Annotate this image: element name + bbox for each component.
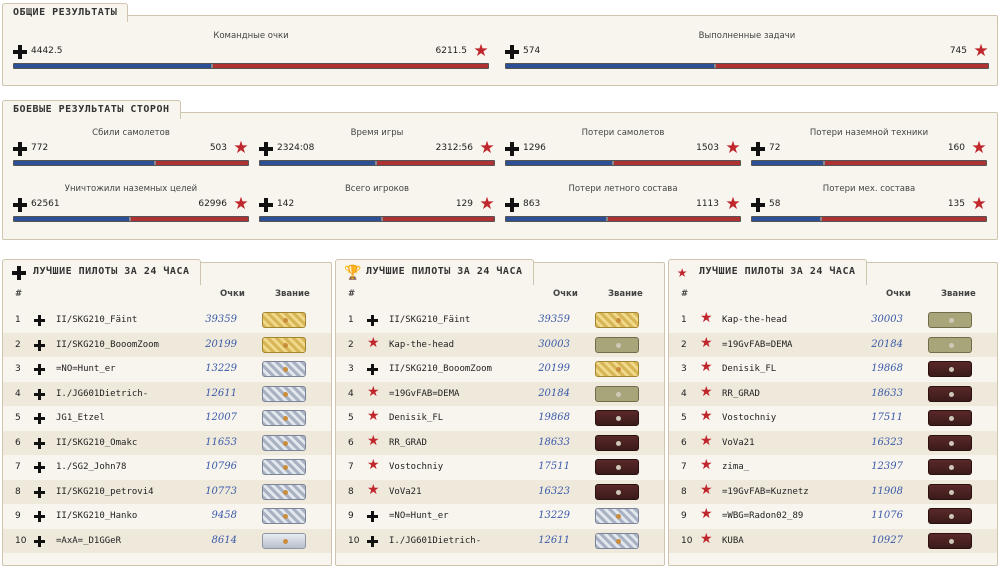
table-row[interactable]: [669, 504, 997, 529]
pilot-score: 20199: [538, 363, 570, 374]
table-row[interactable]: [669, 480, 997, 505]
pilot-name-link[interactable]: RR_GRAD: [722, 388, 760, 399]
table-row[interactable]: [3, 455, 331, 480]
row-number: 9: [15, 511, 21, 521]
axis-value: 574: [523, 46, 541, 56]
red-star-icon: ★: [367, 457, 380, 473]
table-row[interactable]: [3, 357, 331, 382]
iron-cross-icon: [367, 511, 378, 522]
pilot-name-link[interactable]: =WBG=Radon02_89: [722, 511, 804, 521]
col-score-header: Очки: [220, 289, 245, 299]
rank-insignia-icon: [262, 484, 306, 500]
red-star-icon: ★: [677, 262, 688, 282]
iron-cross-icon: [505, 45, 519, 59]
rank-insignia-icon: [928, 361, 972, 377]
pilot-score: 10796: [205, 461, 237, 472]
pilot-score: 30003: [538, 338, 570, 350]
row-number: 8: [681, 486, 687, 497]
pilot-name-link[interactable]: KUBA: [722, 535, 744, 546]
pilot-name-link[interactable]: =NO=Hunt_er: [56, 364, 116, 374]
rank-insignia-icon: [928, 508, 972, 524]
rank-insignia-icon: [928, 410, 972, 426]
row-number: 7: [681, 462, 687, 472]
pilot-name-link[interactable]: =19GvFAB=DEMA: [389, 388, 460, 399]
table-row[interactable]: [336, 382, 664, 407]
iron-cross-icon: [34, 364, 45, 375]
stat-block: [505, 31, 989, 75]
row-number: 8: [348, 486, 354, 497]
iron-cross-icon: [505, 142, 519, 156]
stat-title: Всего игроков: [344, 184, 410, 194]
pilot-score: 12007: [205, 412, 237, 423]
leaderboard-title: ЛУЧШИЕ ПИЛОТЫ ЗА 24 ЧАСА: [33, 266, 190, 277]
rank-insignia-icon: [262, 435, 306, 451]
row-number: 2: [681, 339, 687, 350]
iron-cross-icon: [367, 315, 378, 326]
rank-insignia-icon: [595, 484, 639, 500]
table-row[interactable]: [669, 333, 997, 358]
leaderboard-panel: [668, 262, 998, 566]
pilot-name-link[interactable]: II/SKG210_Hanko: [56, 511, 138, 521]
ratio-bar: [259, 160, 495, 166]
red-star-icon: ★: [971, 194, 987, 214]
table-row[interactable]: [3, 333, 331, 358]
col-num-header: #: [15, 289, 23, 299]
row-number: 10: [681, 535, 693, 546]
row-number: 8: [15, 486, 21, 497]
ratio-bar: [13, 160, 249, 166]
pilot-name-link[interactable]: Denisik_FL: [722, 364, 777, 374]
red-star-icon: ★: [700, 481, 713, 498]
red-star-icon: ★: [700, 530, 713, 547]
iron-cross-icon: [34, 511, 45, 522]
rank-insignia-icon: [928, 459, 972, 475]
rank-insignia-icon: [595, 435, 639, 451]
iron-cross-icon: [505, 198, 519, 212]
pilot-score: 8614: [211, 534, 237, 546]
iron-cross-icon: [13, 142, 27, 156]
pilot-score: 13229: [205, 363, 237, 374]
rank-insignia-icon: [262, 361, 306, 377]
overall-results-tab: ОБЩИЕ РЕЗУЛЬТАТЫ: [2, 3, 128, 22]
pilot-score: 20184: [538, 387, 570, 399]
table-row[interactable]: [669, 382, 997, 407]
iron-cross-icon: [34, 462, 45, 473]
iron-cross-icon: [34, 536, 45, 547]
stat-values: [13, 138, 249, 158]
stat-values: [259, 138, 495, 158]
pilot-score: 12611: [205, 387, 237, 399]
table-row[interactable]: [669, 431, 997, 456]
pilot-score: 19868: [871, 363, 903, 374]
table-row[interactable]: [336, 308, 664, 333]
red-star-icon: ★: [971, 138, 987, 158]
pilot-name-link[interactable]: =19GvFAB=Kuznetz: [722, 486, 809, 497]
col-num-header: #: [681, 289, 689, 299]
rank-insignia-icon: [595, 508, 639, 524]
row-number: 2: [15, 339, 21, 350]
red-star-icon: ★: [700, 310, 713, 326]
red-star-icon: ★: [233, 138, 249, 158]
rank-insignia-icon: [262, 312, 306, 328]
rank-insignia-icon: [595, 312, 639, 328]
allies-value: 745: [949, 46, 967, 56]
pilot-name-link[interactable]: I./JG601Dietrich-: [389, 535, 482, 546]
pilot-score: 39359: [538, 314, 570, 325]
rank-insignia-icon: [595, 386, 639, 402]
pilot-name-link[interactable]: II/SKG210_BooomZoom: [56, 339, 159, 350]
row-number: 10: [348, 535, 360, 546]
table-row[interactable]: [336, 406, 664, 431]
iron-cross-icon: [34, 413, 45, 424]
row-number: 1: [15, 315, 21, 325]
stat-values: [505, 194, 741, 214]
ratio-bar: [505, 160, 741, 166]
pilot-score: 30003: [871, 314, 903, 325]
pilot-score: 17511: [871, 412, 903, 423]
red-star-icon: ★: [700, 506, 713, 522]
red-star-icon: ★: [367, 432, 380, 449]
red-star-icon: ★: [700, 408, 713, 424]
row-number: 6: [15, 437, 21, 448]
pilot-name-link[interactable]: RR_GRAD: [389, 437, 427, 448]
table-row[interactable]: [3, 406, 331, 431]
red-star-icon: ★: [700, 432, 713, 449]
red-star-icon: ★: [479, 194, 495, 214]
row-number: 5: [681, 413, 687, 423]
ratio-bar-fill: [260, 217, 383, 221]
table-row[interactable]: [336, 504, 664, 529]
table-row[interactable]: [336, 357, 664, 382]
stat-values: [259, 194, 495, 214]
pilot-score: 16323: [871, 436, 903, 448]
ratio-bar: [505, 216, 741, 222]
table-row[interactable]: [336, 480, 664, 505]
stat-title: Потери летного состава: [568, 184, 678, 194]
pilot-score: 10773: [205, 485, 237, 497]
pilot-score: 19868: [538, 412, 570, 423]
table-row[interactable]: [336, 529, 664, 554]
allies-value: 1113: [696, 199, 719, 209]
axis-value: 772: [31, 143, 49, 153]
stat-block: [13, 128, 249, 172]
stat-block: [13, 31, 489, 75]
stat-values: [13, 194, 249, 214]
table-row[interactable]: [3, 431, 331, 456]
leaderboard-header: [336, 284, 664, 304]
red-star-icon: ★: [973, 41, 989, 61]
stat-values: [751, 194, 987, 214]
rank-insignia-icon: [262, 386, 306, 402]
rank-insignia-icon: [928, 386, 972, 402]
leaderboard-panel: [2, 262, 332, 566]
table-row[interactable]: [3, 529, 331, 554]
pilot-name-link[interactable]: II/SKG210_Fäint: [389, 315, 471, 325]
axis-value: 1296: [523, 143, 546, 153]
row-number: 4: [15, 388, 21, 399]
pilot-score: 10927: [871, 534, 903, 546]
allies-value: 1503: [696, 143, 719, 153]
row-number: 5: [15, 413, 21, 423]
pilot-name-link[interactable]: II/SKG210_BooomZoom: [389, 364, 492, 374]
iron-cross-icon: [259, 198, 273, 212]
overall-results-panel: [2, 7, 998, 86]
ratio-bar-fill: [14, 64, 213, 68]
stat-values: [505, 41, 989, 61]
table-row[interactable]: [669, 529, 997, 554]
allies-value: 62996: [198, 199, 227, 209]
table-row[interactable]: [669, 455, 997, 480]
ratio-bar: [751, 160, 987, 166]
pilot-score: 20199: [205, 338, 237, 350]
row-number: 3: [348, 364, 354, 374]
red-star-icon: ★: [479, 138, 495, 158]
pilot-score: 9458: [211, 510, 237, 521]
stat-values: [505, 138, 741, 158]
table-row[interactable]: [669, 406, 997, 431]
pilot-name-link[interactable]: II/SKG210_Fäint: [56, 315, 138, 325]
trophy-icon: 🏆: [344, 265, 362, 281]
col-num-header: #: [348, 289, 356, 299]
stat-title: Выполненные задачи: [698, 31, 796, 41]
ratio-bar: [13, 63, 489, 69]
pilot-score: 18633: [538, 436, 570, 448]
red-star-icon: ★: [367, 334, 380, 351]
pilot-name-link[interactable]: Kap-the-head: [722, 315, 788, 325]
rank-insignia-icon: [262, 508, 306, 524]
leaderboard-panel: [335, 262, 665, 566]
axis-value: 2324:08: [277, 143, 315, 153]
stat-title: Потери наземной техники: [809, 128, 929, 138]
pilot-score: 20184: [871, 338, 903, 350]
rank-insignia-icon: [595, 459, 639, 475]
axis-value: 62561: [31, 199, 60, 209]
stat-title: Потери самолетов: [581, 128, 665, 138]
stat-block: [259, 184, 495, 228]
red-star-icon: ★: [367, 408, 380, 424]
ratio-bar-fill: [506, 217, 608, 221]
ratio-bar-fill: [14, 161, 156, 165]
allies-value: 503: [209, 143, 227, 153]
col-rank-header: Звание: [941, 289, 976, 299]
row-number: 7: [15, 462, 21, 472]
pilot-name-link[interactable]: I./JG601Dietrich-: [56, 388, 149, 399]
iron-cross-icon: [34, 340, 45, 351]
row-number: 4: [348, 388, 354, 399]
col-score-header: Очки: [553, 289, 578, 299]
pilot-name-link[interactable]: VoVa21: [722, 437, 755, 448]
allies-value: 135: [947, 199, 965, 209]
red-star-icon: ★: [473, 41, 489, 61]
table-row[interactable]: [3, 504, 331, 529]
pilot-name-link[interactable]: =AxA=_D1GGeR: [56, 535, 122, 546]
table-row[interactable]: [3, 308, 331, 333]
stat-block: [751, 128, 987, 172]
stat-title: Уничтожили наземных целей: [64, 184, 198, 194]
pilot-name-link[interactable]: Denisik_FL: [389, 413, 444, 423]
pilot-score: 17511: [538, 461, 570, 472]
pilot-name-link[interactable]: II/SKG210_petrovi4: [56, 486, 154, 497]
row-number: 3: [15, 364, 21, 374]
row-number: 9: [681, 511, 687, 521]
pilot-score: 12611: [538, 534, 570, 546]
pilot-name-link[interactable]: zima_: [722, 462, 750, 472]
stat-title: Потери мех. состава: [822, 184, 916, 194]
allies-value: 2312:56: [435, 143, 473, 153]
leaderboard-header: [3, 284, 331, 304]
col-rank-header: Звание: [275, 289, 310, 299]
iron-cross-icon: [259, 142, 273, 156]
pilot-score: 16323: [538, 485, 570, 497]
axis-value: 58: [769, 199, 781, 209]
rank-insignia-icon: [595, 533, 639, 549]
leaderboard-tab: [2, 259, 201, 285]
row-number: 3: [681, 364, 687, 374]
pilot-name-link[interactable]: =NO=Hunt_er: [389, 511, 449, 521]
axis-value: 4442.5: [31, 46, 63, 56]
pilot-name-link[interactable]: Kap-the-head: [389, 339, 455, 350]
leaderboard-tab: [668, 259, 867, 285]
iron-cross-icon: [367, 536, 378, 547]
axis-value: 72: [769, 143, 781, 153]
leaderboard-header: [669, 284, 997, 304]
rank-insignia-icon: [262, 410, 306, 426]
stat-values: [751, 138, 987, 158]
rank-insignia-icon: [928, 484, 972, 500]
table-row[interactable]: [669, 308, 997, 333]
leaderboard-title: ЛУЧШИЕ ПИЛОТЫ ЗА 24 ЧАСА: [699, 266, 856, 277]
rank-insignia-icon: [262, 459, 306, 475]
red-star-icon: ★: [367, 383, 380, 400]
stat-block: [259, 128, 495, 172]
iron-cross-icon: [751, 142, 765, 156]
stat-title: Время игры: [350, 128, 404, 138]
table-row[interactable]: [669, 357, 997, 382]
rank-insignia-icon: [595, 337, 639, 353]
rank-insignia-icon: [595, 361, 639, 377]
table-row[interactable]: [3, 480, 331, 505]
ratio-bar: [259, 216, 495, 222]
row-number: 6: [348, 437, 354, 448]
row-number: 5: [348, 413, 354, 423]
ratio-bar: [13, 216, 249, 222]
stat-block: [505, 128, 741, 172]
ratio-bar: [751, 216, 987, 222]
pilot-name-link[interactable]: =19GvFAB=DEMA: [722, 339, 793, 350]
iron-cross-icon: [13, 45, 27, 59]
iron-cross-icon: [12, 266, 26, 280]
row-number: 9: [348, 511, 354, 521]
red-star-icon: ★: [367, 481, 380, 498]
ratio-bar-fill: [260, 161, 377, 165]
iron-cross-icon: [34, 315, 45, 326]
allies-value: 160: [947, 143, 965, 153]
col-rank-header: Звание: [608, 289, 643, 299]
row-number: 1: [348, 315, 354, 325]
iron-cross-icon: [751, 198, 765, 212]
red-star-icon: ★: [725, 138, 741, 158]
ratio-bar: [505, 63, 989, 69]
pilot-name-link[interactable]: VoVa21: [389, 486, 422, 497]
stat-block: [13, 184, 249, 228]
pilot-name-link[interactable]: JG1_Etzel: [56, 413, 105, 423]
red-star-icon: ★: [725, 194, 741, 214]
rank-insignia-icon: [928, 435, 972, 451]
row-number: 4: [681, 388, 687, 399]
row-number: 1: [681, 315, 687, 325]
allies-value: 129: [455, 199, 473, 209]
table-row[interactable]: [3, 382, 331, 407]
ratio-bar-fill: [506, 64, 716, 68]
rank-insignia-icon: [928, 337, 972, 353]
pilot-name-link[interactable]: Vostochniy: [389, 462, 444, 472]
rank-insignia-icon: [262, 337, 306, 353]
table-row[interactable]: [336, 455, 664, 480]
pilot-score: 11653: [205, 436, 237, 448]
pilot-score: 13229: [538, 510, 570, 521]
axis-value: 142: [277, 199, 295, 209]
row-number: 2: [348, 339, 354, 350]
combat-results-panel: [2, 104, 998, 240]
leaderboard-title: ЛУЧШИЕ ПИЛОТЫ ЗА 24 ЧАСА: [366, 266, 523, 277]
red-star-icon: ★: [700, 457, 713, 473]
row-number: 7: [348, 462, 354, 472]
rank-insignia-icon: [595, 410, 639, 426]
table-row[interactable]: [336, 431, 664, 456]
pilot-score: 11076: [871, 510, 903, 521]
leaderboard-tab: [335, 259, 534, 285]
pilot-score: 11908: [871, 485, 903, 497]
pilot-name-link[interactable]: II/SKG210_Omakc: [56, 437, 138, 448]
iron-cross-icon: [367, 364, 378, 375]
table-row[interactable]: [336, 333, 664, 358]
pilot-name-link[interactable]: 1./SG2_John78: [56, 462, 127, 472]
combat-results-tab: БОЕВЫЕ РЕЗУЛЬТАТЫ СТОРОН: [2, 100, 181, 119]
pilot-name-link[interactable]: Vostochniy: [722, 413, 777, 423]
stat-title: Сбили самолетов: [92, 128, 170, 138]
stat-block: [751, 184, 987, 228]
col-score-header: Очки: [886, 289, 911, 299]
iron-cross-icon: [34, 487, 45, 498]
pilot-score: 12397: [871, 461, 903, 472]
red-star-icon: ★: [700, 383, 713, 400]
row-number: 10: [15, 535, 27, 546]
ratio-bar-fill: [752, 161, 825, 165]
iron-cross-icon: [34, 438, 45, 449]
rank-insignia-icon: [262, 533, 306, 549]
red-star-icon: ★: [700, 334, 713, 351]
iron-cross-icon: [34, 389, 45, 400]
stat-title: Командные очки: [213, 31, 289, 41]
stat-block: [505, 184, 741, 228]
ratio-bar-fill: [506, 161, 614, 165]
stat-values: [13, 41, 489, 61]
rank-insignia-icon: [928, 533, 972, 549]
ratio-bar-fill: [752, 217, 822, 221]
pilot-score: 18633: [871, 387, 903, 399]
allies-value: 6211.5: [435, 46, 467, 56]
red-star-icon: ★: [233, 194, 249, 214]
ratio-bar-fill: [14, 217, 131, 221]
axis-value: 863: [523, 199, 541, 209]
red-star-icon: ★: [700, 359, 713, 375]
row-number: 6: [681, 437, 687, 448]
pilot-score: 39359: [205, 314, 237, 325]
rank-insignia-icon: [928, 312, 972, 328]
iron-cross-icon: [13, 198, 27, 212]
